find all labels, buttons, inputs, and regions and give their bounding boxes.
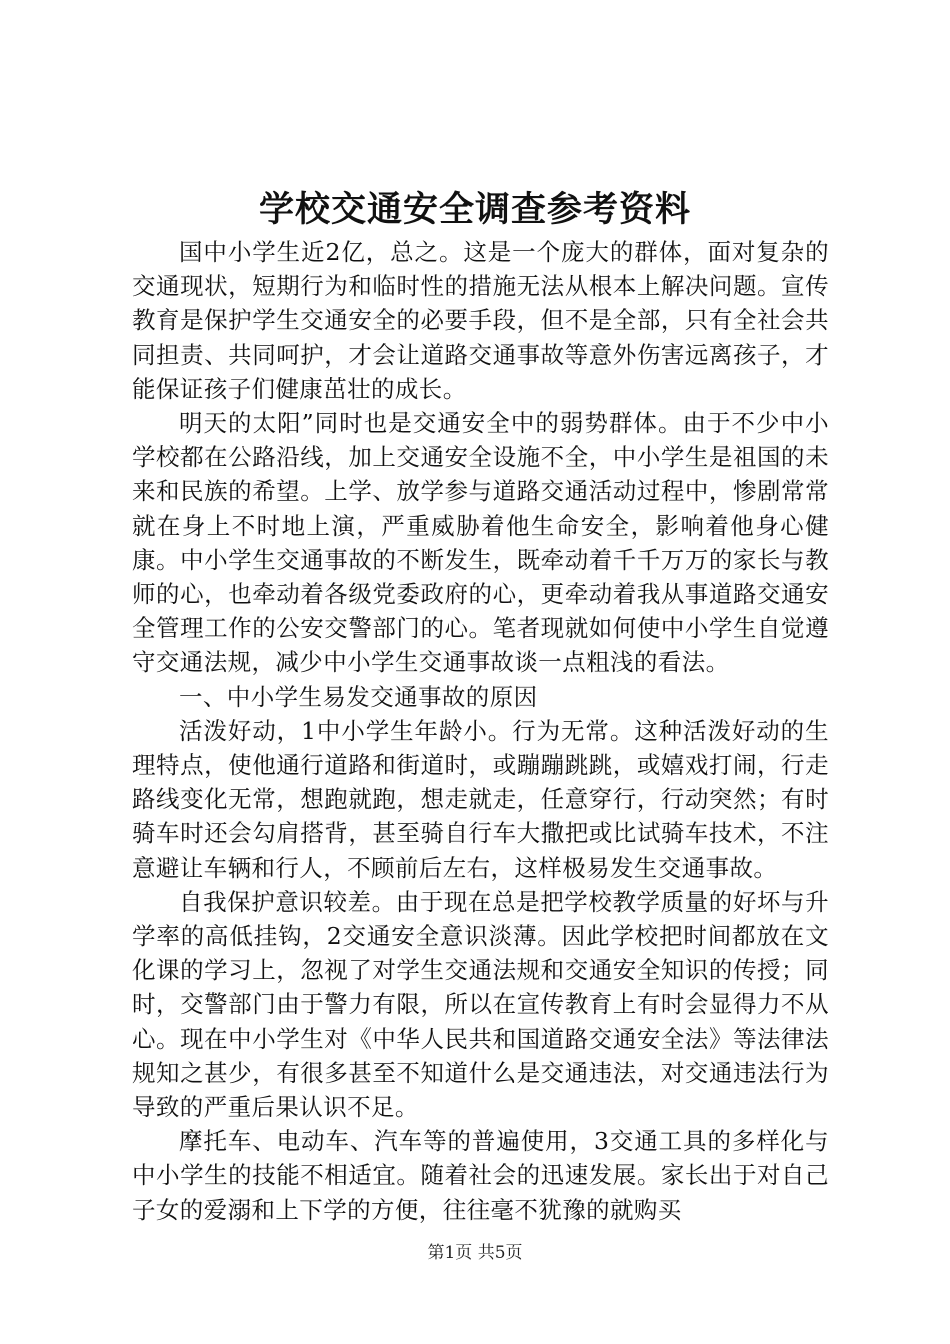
paragraph-cause-1: 活泼好动，1中小学生年龄小。行为无常。这种活泼好动的生理特点，使他通行道路和街道时，或蹦蹦跳跳，或嬉戏打闹，行走路线变化无常，想跑就跑，想走就走，任意穿行，行动突然；有时骑车时还会勾肩搭背，甚至骑自行车大撒把或比试骑车技术，不注意避让车辆和行人，不顾前后左右，这样极易发生交通事故。 — [132, 716, 829, 882]
document-title: 学校交通安全调查参考资料 — [258, 189, 691, 230]
document-body — [132, 235, 829, 1227]
paragraph-cause-2: 自我保护意识较差。由于现在总是把学校教学质量的好坏与升学率的高低挂钩，2交通安全意识淡薄。因此学校把时间都放在文化课的学习上，忽视了对学生交通法规和交通安全知识的传授；同时，交警部门由于警力有限，所以在宣传教育上有时会显得力不从心。现在中小学生对《中华人民共和国道路交通安全法》等法律法规知之甚少，有很多甚至不知道什么是交通违法，对交通违法行为导致的严重后果认识不足。 — [132, 887, 829, 1122]
paragraph-cause-3: 摩托车、电动车、汽车等的普遍使用，3交通工具的多样化与中小学生的技能不相适宜。随着社会的迅速发展。家长出于对自己子女的爱溺和上下学的方便，往往毫不犹豫的就购买 — [132, 1127, 829, 1224]
section-heading-causes: 一、中小学生易发交通事故的原因 — [179, 682, 538, 711]
page-number-footer: 第1页 共5页 — [427, 1243, 523, 1263]
paragraph-background: 明天的太阳”同时也是交通安全中的弱势群体。由于不少中小学校都在公路沿线，加上交通安全设施不全，中小学生是祖国的未来和民族的希望。上学、放学参与道路交通活动过程中，惨剧常常就在身上不时地上演，严重威胁着他生命安全，影响着他身心健康。中小学生交通事故的不断发生，既牵动着千千万万的家长与教师的心，也牵动着各级党委政府的心，更牵动着我从事道路交通安全管理工作的公安交警部门的心。笔者现就如何使中小学生自觉遵守交通法规，减少中小学生交通事故谈一点粗浅的看法。 — [132, 409, 829, 677]
paragraph-intro: 国中小学生近2亿，总之。这是一个庞大的群体，面对复杂的交通现状，短期行为和临时性的措施无法从根本上解决问题。宣传教育是保护学生交通安全的必要手段，但不是全部，只有全社会共同担责、共同呵护，才会让道路交通事故等意外伤害远离孩子，才能保证孩子们健康茁壮的成长。 — [132, 238, 829, 403]
